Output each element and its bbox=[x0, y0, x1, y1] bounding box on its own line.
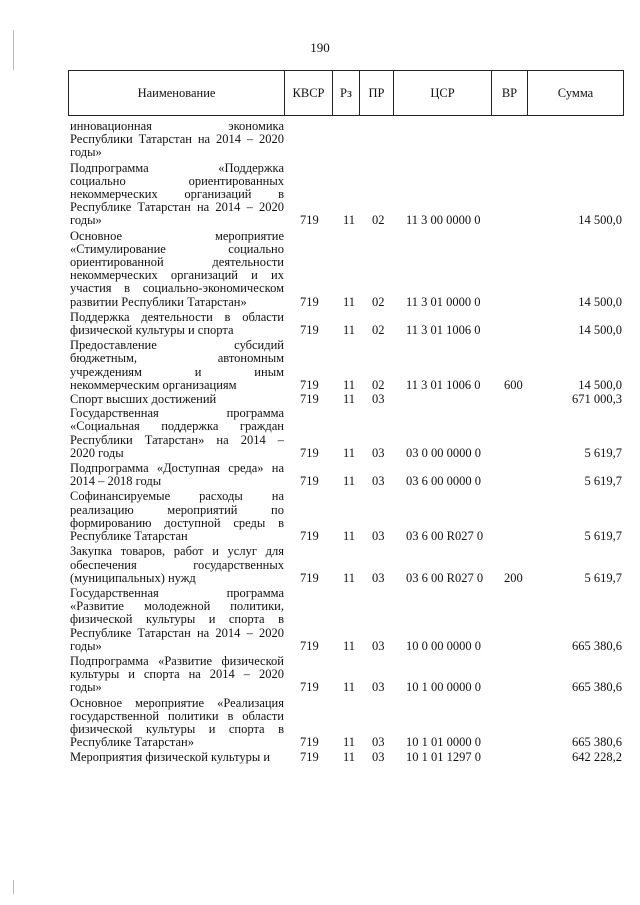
row-name-line: Подпрограмма «Поддержка bbox=[70, 160, 284, 175]
cell-pr: 03 bbox=[372, 680, 385, 695]
row-name-line: государственной политики в области bbox=[70, 708, 284, 723]
row-name-line: Основное мероприятие «Реализация bbox=[70, 695, 284, 710]
table-row bbox=[70, 393, 626, 406]
cell-csr: 03 0 00 0000 0 bbox=[406, 445, 481, 460]
cell-rz: 11 bbox=[343, 474, 356, 489]
cell-kvsr: 719 bbox=[300, 392, 319, 407]
cell-sum: 14 500,0 bbox=[578, 323, 622, 338]
row-name-line: некоммерческих организаций в bbox=[70, 187, 284, 202]
row-name-line: Закупка товаров, работ и услуг для bbox=[70, 544, 284, 559]
row-name-line: реализацию мероприятий по bbox=[70, 502, 284, 517]
row-name-line: Республике Татарстан на 2014 – 2020 bbox=[70, 625, 284, 640]
row-name-line: некоммерческих организаций и их bbox=[70, 268, 284, 283]
row-name-line: годы» bbox=[70, 145, 102, 160]
cell-csr: 03 6 00 R027 0 bbox=[406, 529, 484, 544]
cell-rz: 11 bbox=[343, 392, 356, 407]
row-name-line: некоммерческим организациям bbox=[70, 377, 237, 392]
cell-rz: 11 bbox=[343, 735, 356, 750]
table-body bbox=[70, 118, 626, 765]
table-row bbox=[70, 407, 626, 460]
cell-pr: 03 bbox=[372, 735, 385, 750]
row-name bbox=[70, 311, 284, 337]
page-number: 190 bbox=[310, 40, 330, 55]
row-name-line: годы» bbox=[70, 680, 102, 695]
table-row bbox=[70, 120, 626, 160]
cell-sum: 5 619,7 bbox=[584, 570, 622, 585]
row-name-line: социально ориентированных bbox=[70, 173, 284, 188]
cell-rz: 11 bbox=[343, 680, 356, 695]
row-name-line: Республике Татарстан» bbox=[70, 735, 194, 750]
header-vr: ВР bbox=[492, 71, 528, 115]
table-row bbox=[70, 545, 626, 585]
table-row bbox=[70, 587, 626, 653]
header-kvsr: КВСР bbox=[285, 71, 333, 115]
row-name-line: учреждениям и иным bbox=[70, 364, 284, 379]
cell-rz: 11 bbox=[343, 294, 356, 309]
row-name-line: Спорт высших достижений bbox=[70, 392, 217, 407]
row-name-line: культуры и спорта на 2014 – 2020 bbox=[70, 667, 284, 682]
cell-rz: 11 bbox=[343, 570, 356, 585]
cell-vr: 600 bbox=[504, 377, 523, 392]
cell-kvsr: 719 bbox=[300, 377, 319, 392]
cell-rz: 11 bbox=[343, 323, 356, 338]
row-name-line: ориентированной деятельности bbox=[70, 255, 284, 270]
cell-rz: 11 bbox=[343, 377, 356, 392]
cell-kvsr: 719 bbox=[300, 294, 319, 309]
cell-sum: 665 380,6 bbox=[572, 680, 622, 695]
row-name-line: годы» bbox=[70, 213, 102, 228]
row-name bbox=[70, 490, 284, 543]
cell-csr: 10 1 01 1297 0 bbox=[406, 750, 481, 765]
row-name-line: Поддержка деятельности в области bbox=[70, 309, 284, 324]
row-name bbox=[70, 545, 284, 585]
row-name-line: развитии Республики Татарстан» bbox=[70, 294, 247, 309]
table-row bbox=[70, 697, 626, 750]
row-name-line: Мероприятия физической культуры и bbox=[70, 750, 271, 765]
cell-pr: 03 bbox=[372, 445, 385, 460]
row-name bbox=[70, 162, 284, 228]
row-name bbox=[70, 462, 284, 488]
cell-pr: 02 bbox=[372, 213, 385, 228]
cell-csr: 11 3 01 1006 0 bbox=[406, 377, 481, 392]
row-name-line: формированию доступной среды в bbox=[70, 515, 284, 530]
row-name-line: «Стимулирование социально bbox=[70, 241, 284, 256]
cell-rz: 11 bbox=[343, 750, 356, 765]
row-name-line: (муниципальных) нужд bbox=[70, 570, 196, 585]
cell-rz: 11 bbox=[343, 213, 356, 228]
row-name bbox=[70, 393, 284, 406]
row-name bbox=[70, 751, 284, 764]
row-name-line: Предоставление субсидий bbox=[70, 338, 284, 353]
cell-sum: 14 500,0 bbox=[578, 294, 622, 309]
cell-pr: 02 bbox=[372, 377, 385, 392]
table-row bbox=[70, 230, 626, 309]
cell-sum: 5 619,7 bbox=[584, 529, 622, 544]
header-sum: Сумма bbox=[557, 85, 594, 100]
cell-csr: 03 6 00 R027 0 bbox=[406, 570, 484, 585]
table-row bbox=[70, 490, 626, 543]
header-name: Наименование bbox=[69, 71, 285, 115]
cell-kvsr: 719 bbox=[300, 735, 319, 750]
row-name bbox=[70, 587, 284, 653]
cell-rz: 11 bbox=[343, 529, 356, 544]
cell-sum: 5 619,7 bbox=[584, 474, 622, 489]
cell-kvsr: 719 bbox=[300, 529, 319, 544]
cell-csr: 11 3 01 1006 0 bbox=[406, 323, 481, 338]
row-name-line: физической культуры и спорта в bbox=[70, 721, 284, 736]
scan-margin-mark bbox=[13, 880, 14, 894]
row-name-line: Республики Татарстан на 2014 – 2020 bbox=[70, 132, 284, 147]
row-name-line: инновационная экономика bbox=[70, 119, 284, 133]
cell-sum: 665 380,6 bbox=[572, 638, 622, 653]
cell-pr: 02 bbox=[372, 294, 385, 309]
row-name bbox=[70, 339, 284, 392]
table-row bbox=[70, 751, 626, 764]
row-name bbox=[70, 120, 284, 160]
cell-kvsr: 719 bbox=[300, 213, 319, 228]
row-name bbox=[70, 407, 284, 460]
cell-sum: 14 500,0 bbox=[578, 377, 622, 392]
cell-sum: 14 500,0 bbox=[578, 213, 622, 228]
cell-rz: 11 bbox=[343, 445, 356, 460]
cell-pr: 03 bbox=[372, 638, 385, 653]
cell-sum: 671 000,3 bbox=[572, 392, 622, 407]
cell-csr: 10 0 00 0000 0 bbox=[406, 638, 481, 653]
cell-kvsr: 719 bbox=[300, 638, 319, 653]
header-csr: ЦСР bbox=[394, 71, 492, 115]
row-name bbox=[70, 655, 284, 695]
cell-kvsr: 719 bbox=[300, 323, 319, 338]
table-row bbox=[70, 162, 626, 228]
cell-sum: 665 380,6 bbox=[572, 735, 622, 750]
row-name-line: Подпрограмма «Развитие физической bbox=[70, 653, 284, 668]
row-name-line: Республики Татарстан» на 2014 – bbox=[70, 432, 284, 447]
table-row bbox=[70, 462, 626, 488]
row-name-line: «Развитие молодежной политики, bbox=[70, 599, 284, 614]
row-name-line: 2014 – 2018 годы bbox=[70, 474, 162, 489]
table-row bbox=[70, 655, 626, 695]
cell-pr: 03 bbox=[372, 474, 385, 489]
row-name-line: Республике Татарстан на 2014 – 2020 bbox=[70, 200, 284, 215]
cell-csr: 11 3 00 0000 0 bbox=[406, 213, 481, 228]
row-name-line: участия в социально-экономическом bbox=[70, 281, 284, 296]
cell-kvsr: 719 bbox=[300, 680, 319, 695]
cell-sum: 642 228,2 bbox=[572, 750, 622, 765]
row-name-line: Основное мероприятие bbox=[70, 228, 284, 243]
row-name-line: физической культуры и спорта bbox=[70, 323, 234, 338]
cell-kvsr: 719 bbox=[300, 750, 319, 765]
row-name-line: обеспечения государственных bbox=[70, 557, 284, 572]
cell-pr: 03 bbox=[372, 750, 385, 765]
row-name bbox=[70, 230, 284, 309]
row-name-line: Софинансируемые расходы на bbox=[70, 489, 284, 504]
cell-pr: 03 bbox=[372, 529, 385, 544]
row-name-line: Государственная программа bbox=[70, 406, 284, 421]
cell-kvsr: 719 bbox=[300, 445, 319, 460]
row-name-line: физической культуры и спорта в bbox=[70, 612, 284, 627]
table-row bbox=[70, 339, 626, 392]
row-name-line: годы» bbox=[70, 638, 102, 653]
row-name-line: бюджетным, автономным bbox=[70, 351, 284, 366]
row-name-line: Республике Татарстан bbox=[70, 529, 188, 544]
cell-csr: 10 1 01 0000 0 bbox=[406, 735, 481, 750]
cell-kvsr: 719 bbox=[300, 474, 319, 489]
cell-vr: 200 bbox=[504, 570, 523, 585]
cell-csr: 03 6 00 0000 0 bbox=[406, 474, 481, 489]
row-name-line: Государственная программа bbox=[70, 585, 284, 600]
header-pr: ПР bbox=[360, 71, 394, 115]
cell-sum: 5 619,7 bbox=[584, 445, 622, 460]
header-rz: Рз bbox=[333, 71, 360, 115]
row-name-line: Подпрограмма «Доступная среда» на bbox=[70, 461, 284, 476]
table-row bbox=[70, 311, 626, 337]
table-header bbox=[68, 70, 624, 116]
cell-csr: 11 3 01 0000 0 bbox=[406, 294, 481, 309]
cell-pr: 02 bbox=[372, 323, 385, 338]
row-name-line: «Социальная поддержка граждан bbox=[70, 419, 284, 434]
cell-pr: 03 bbox=[372, 392, 385, 407]
row-name bbox=[70, 697, 284, 750]
row-name-line: 2020 годы bbox=[70, 445, 124, 460]
cell-pr: 03 bbox=[372, 570, 385, 585]
cell-csr: 10 1 00 0000 0 bbox=[406, 680, 481, 695]
cell-kvsr: 719 bbox=[300, 570, 319, 585]
cell-rz: 11 bbox=[343, 638, 356, 653]
